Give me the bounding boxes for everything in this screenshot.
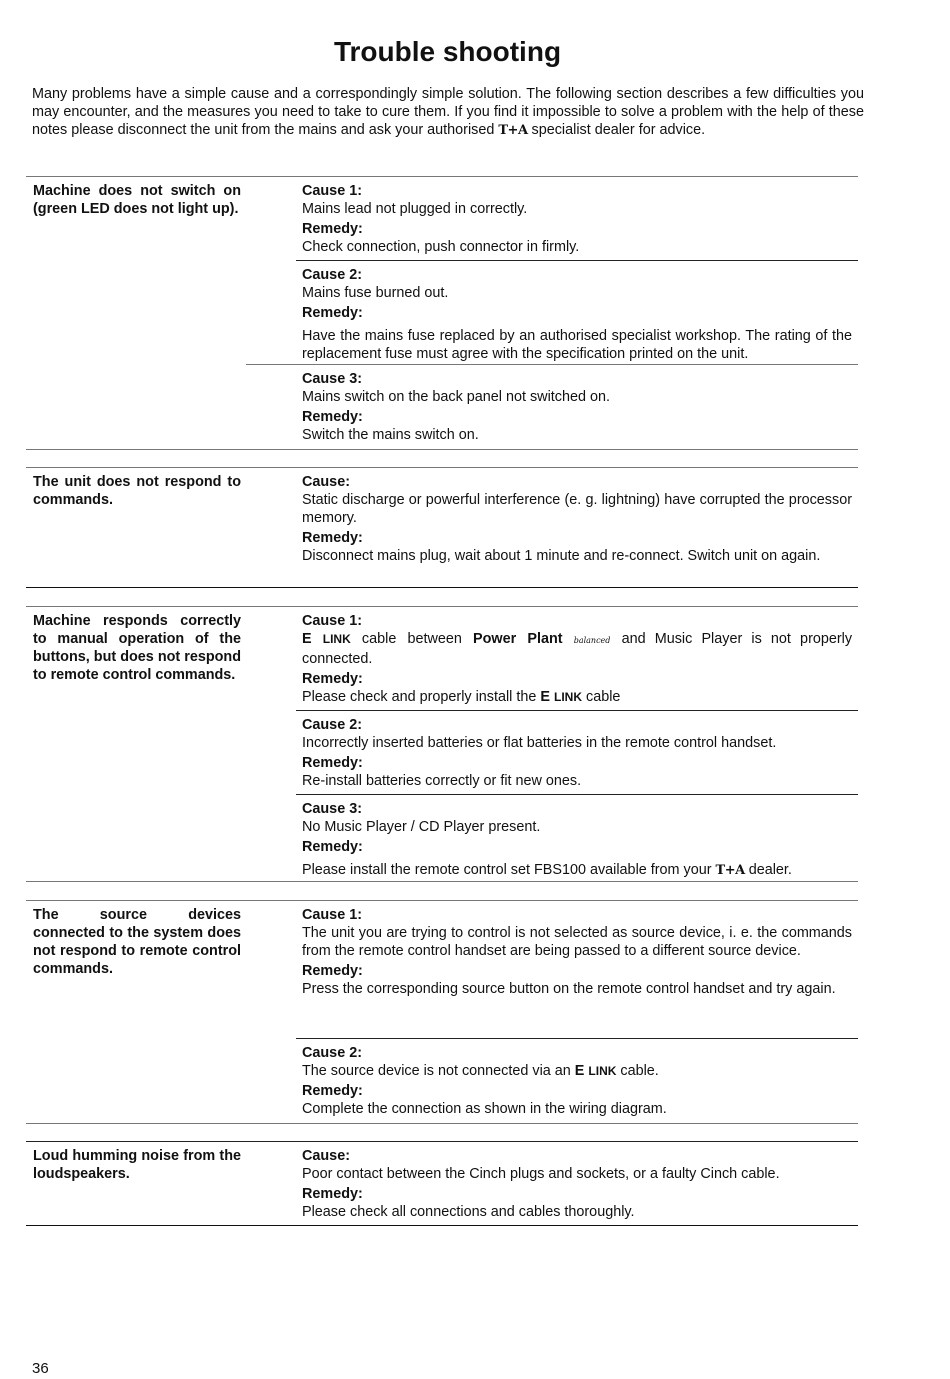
brand-logo: T+A — [715, 863, 745, 878]
remedy-text: Re-install batteries correctly or fit new ones. — [302, 773, 582, 789]
cause-remedy-block — [302, 1147, 852, 1221]
remedy-text: Complete the connection as shown in the wiring diagram. — [302, 1101, 667, 1117]
cause-remedy-block — [302, 1044, 852, 1118]
cause-remedy-block — [302, 906, 852, 998]
cause-divider — [246, 364, 858, 365]
elink-logo: E LINK — [302, 631, 351, 647]
cause-label: Cause: — [302, 474, 350, 490]
remedy-label: Remedy: — [302, 530, 363, 546]
cause-divider — [296, 794, 858, 795]
problem-label: The unit does not respond to commands. — [33, 474, 241, 508]
cause-label: Cause 3: — [302, 371, 362, 387]
power-plant-name: Power Plant — [473, 631, 563, 647]
cause-label: Cause 1: — [302, 613, 362, 629]
cause-remedy-block — [302, 370, 852, 444]
balanced-logo: balanced — [573, 636, 611, 645]
cause-label: Cause 1: — [302, 907, 362, 923]
cause-remedy-block — [302, 266, 852, 363]
cause-text: Mains lead not plugged in correctly. — [302, 201, 528, 217]
section-divider — [26, 587, 858, 588]
section-divider — [26, 449, 858, 450]
cause-text: Static discharge or powerful interference (e. g. lightning) have corrupted the processor memory. — [302, 492, 852, 526]
section-divider — [26, 1225, 858, 1226]
cause-text: Mains fuse burned out. — [302, 285, 449, 301]
remedy-text: Switch the mains switch on. — [302, 427, 479, 443]
cause-label: Cause 2: — [302, 1045, 362, 1061]
cause-text: The source device is not connected via an E LINK cable. — [302, 1063, 659, 1079]
remedy-text: Please install the remote control set FBS100 available from your T+A dealer. — [302, 862, 792, 878]
problem-label: Machine does not switch on (green LED does not light up). — [33, 183, 241, 217]
remedy-label: Remedy: — [302, 839, 363, 855]
cause-text: Incorrectly inserted batteries or flat batteries in the remote control handset. — [302, 735, 777, 751]
section-divider — [26, 1141, 858, 1142]
cause-divider — [296, 710, 858, 711]
cause-label: Cause 2: — [302, 717, 362, 733]
section-divider — [26, 1123, 858, 1124]
cause-remedy-block — [302, 612, 852, 706]
cause-label: Cause 1: — [302, 183, 362, 199]
cause-text: No Music Player / CD Player present. — [302, 819, 541, 835]
remedy-label: Remedy: — [302, 963, 363, 979]
remedy-label: Remedy: — [302, 1186, 363, 1202]
elink-logo: E LINK — [574, 1063, 617, 1079]
cause-text: Mains switch on the back panel not switched on. — [302, 389, 610, 405]
intro-text-end: specialist dealer for advice. — [531, 122, 706, 138]
remedy-text: Please check and properly install the E LINK cable — [302, 689, 621, 705]
cause-remedy-block — [302, 800, 852, 880]
page-title: Trouble shooting — [333, 36, 562, 67]
brand-logo: T+A — [498, 123, 528, 138]
remedy-text: Press the corresponding source button on the remote control handset and try again. — [302, 981, 836, 997]
cause-label: Cause 2: — [302, 267, 362, 283]
cause-divider — [296, 260, 858, 261]
problem-label: Loud humming noise from the loudspeakers. — [33, 1148, 241, 1182]
section-divider — [26, 467, 858, 468]
remedy-text: Please check all connections and cables thoroughly. — [302, 1204, 635, 1220]
remedy-label: Remedy: — [302, 1083, 363, 1099]
section-divider — [26, 900, 858, 901]
cause-remedy-block — [302, 716, 852, 790]
remedy-label: Remedy: — [302, 755, 363, 771]
problem-label: The source devices connected to the system does not respond to remote control commands. — [33, 907, 241, 977]
problem-label: Machine responds correctly to manual operation of the buttons, but does not respond to remote control commands. — [33, 613, 241, 683]
intro-text: Many problems have a simple cause and a correspondingly simple solution. The following section describes a few difficulties you may encounter, and the measures you need to take to cure them. If you find it impossible to solve a problem with the help of these notes please disconnect the unit from the mains and ask your authorised — [32, 86, 864, 138]
cause-divider — [296, 1038, 858, 1039]
section-divider — [26, 606, 858, 607]
remedy-text: Check connection, push connector in firmly. — [302, 239, 580, 255]
cause-label: Cause 3: — [302, 801, 362, 817]
remedy-text: Disconnect mains plug, wait about 1 minute and re-connect. Switch unit on again. — [302, 548, 821, 564]
remedy-label: Remedy: — [302, 671, 363, 687]
remedy-text: Have the mains fuse replaced by an authorised specialist workshop. The rating of the replacement fuse must agree with the specification printed on the unit. — [302, 328, 852, 362]
cause-remedy-block — [302, 182, 852, 256]
page-number: 36 — [32, 1360, 49, 1377]
remedy-label: Remedy: — [302, 409, 363, 425]
remedy-label: Remedy: — [302, 305, 363, 321]
section-divider — [26, 176, 858, 177]
cause-remedy-block — [302, 473, 852, 565]
remedy-label: Remedy: — [302, 221, 363, 237]
cause-text: E LINK cable between Power Plant balanced and Music Player is not properly connected. — [302, 631, 853, 667]
elink-logo: E LINK — [540, 689, 582, 705]
section-divider — [26, 881, 858, 882]
intro-paragraph — [32, 85, 864, 140]
cause-text: Poor contact between the Cinch plugs and sockets, or a faulty Cinch cable. — [302, 1166, 780, 1182]
cause-text: The unit you are trying to control is not selected as source device, i. e. the commands from the remote control handset are being passed to a different source device. — [302, 925, 852, 959]
cause-label: Cause: — [302, 1148, 350, 1164]
